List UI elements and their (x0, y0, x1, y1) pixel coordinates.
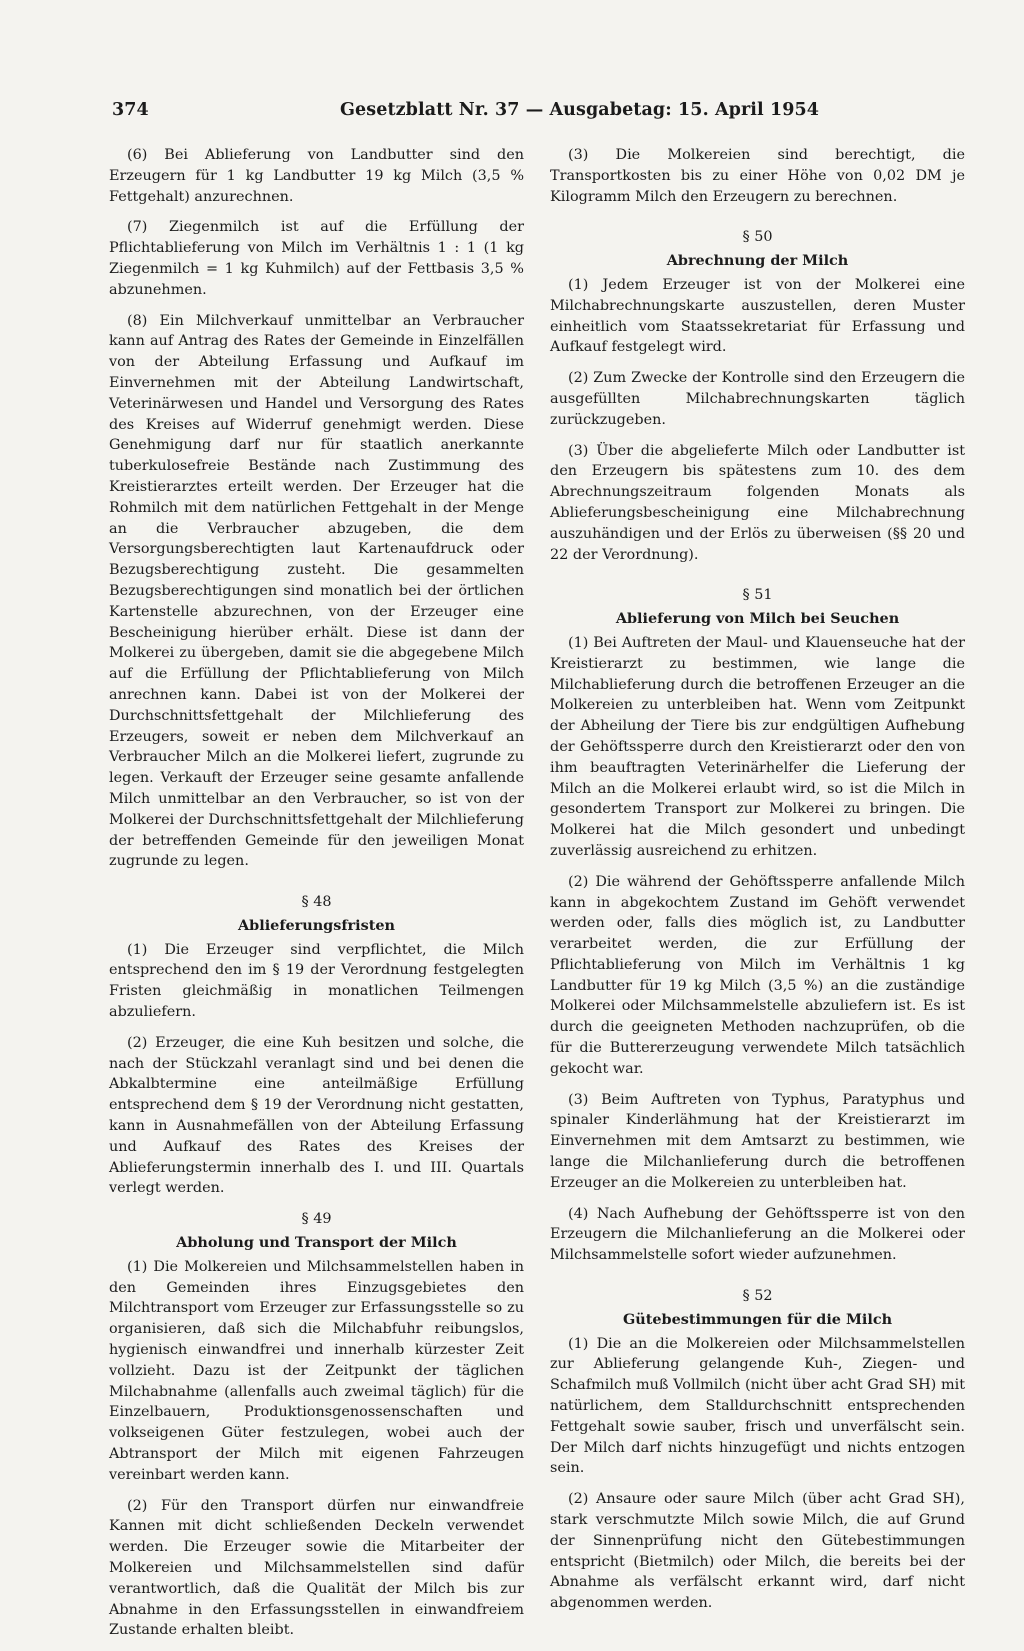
section-title: Abrechnung der Milch (666, 252, 849, 270)
section-number: § 50 (742, 229, 773, 246)
paragraph: (2) Die während der Gehöftssperre anfallende Milch kann in abgekochtem Zustand im Gehöft verwendet werden oder, falls dies möglich ist, zu Landbutter verarbeitet werden, die zur Erfüllung der Pflichtablieferung von Milch im Verhältnis 1 kg Landbutter für 19 kg Milch (3,5 %) an die zuständige Molkerei oder Milchsammelstelle abzuliefern ist. Es ist durch die geeigneten Methoden nachzuprüfen, ob die für die Buttererzeugung verwendete Milch tatsächlich gekocht war. (550, 873, 965, 1077)
paragraph: (2) Zum Zwecke der Kontrolle sind den Erzeugern die ausgefüllten Milchabrechnungskarten täglich zurückzugeben. (550, 370, 965, 428)
section-title: Ablieferungsfristen (238, 916, 395, 934)
section-number: § 48 (301, 894, 332, 911)
section-title: Gütebestimmungen für die Milch (622, 1310, 893, 1328)
page-number: 374 (112, 100, 149, 120)
paragraph: (7) Ziegenmilch ist auf die Erfüllung der Pflichtablieferung von Milch im Verhältnis 1 : 1 (1 kg Ziegenmilch = 1 kg Kuhmilch) auf der Fettbasis 3,5 % abzunehmen. (109, 219, 524, 298)
paragraph: (2) Erzeuger, die eine Kuh besitzen und solche, die nach der Stückzahl veranlagt sind und bei denen die Abkalbtermine eine anteilmäßige Erfüllung entsprechend dem § 19 der Verordnung nicht gestatten, kann in Ausnahmefällen von der Abteilung Erfassung und Aufkauf des Rates des Kreises der Ablieferungstermin innerhalb des I. und III. Quartals verlegt werden. (109, 1034, 524, 1197)
gazette-title: Gesetzblatt Nr. 37 — Ausgabetag: 15. April 1954 (340, 100, 820, 120)
paragraph: (2) Ansaure oder saure Milch (über acht Grad SH), stark verschmutzte Milch sowie Milch, die auf Grund der Sinnenprüfung nicht den Gütebestimmungen entspricht (Bietmilch) oder Milch, die bereits bei der Abnahme als verfälscht erkannt wird, darf nicht abgenommen werden. (550, 1491, 965, 1612)
section-number: § 51 (742, 587, 773, 604)
paragraph: (3) Beim Auftreten von Typhus, Paratyphus und spinaler Kinderlähmung hat der Kreistierarzt im Einvernehmen mit dem Amtsarzt zu bestimmen, wie lange die Milchanlieferung durch die betroffenen Erzeuger an die Molkereien zu unterbleiben hat. (550, 1091, 965, 1191)
paragraph: (8) Ein Milchverkauf unmittelbar an Verbraucher kann auf Antrag des Rates der Gemeinde in Einzelfällen von der Abteilung Erfassung und Aufkauf im Einvernehmen mit der Abteilung Landwirtschaft, Veterinärwesen und Handel und Versorgung des Rates des Kreises auf Widerruf genehmigt werden. Diese Genehmigung darf nur für staatlich anerkannte tuberkulosefreie Bestände nach Zustimmung des Kreistierarztes erteilt werden. Der Erzeuger hat die Rohmilch mit dem natürlichen Fettgehalt in der Menge an die Verbraucher abzugeben, die dem Versorgungsberechtigten laut Kartenaufdruck oder Bezugsberechtigung zusteht. Die gesammelten Bezugsberechtigungen sind monatlich bei der örtlichen Kartenstelle abzurechnen, von der Erzeuger eine Bescheinigung hierüber erhält. Diese ist dann der Molkerei zu übergeben, damit sie die abgegebene Milch auf die Erfüllung der Pflichtablieferung von Milch anrechnen kann. Dabei ist von der Molkerei der Durchschnittsfettgehalt der Milchlieferung des Erzeugers, soweit er neben dem Milchverkauf an Verbraucher Milch an die Molkerei liefert, zugrunde zu legen. Verkauft der Erzeuger seine gesamte anfallende Milch unmittelbar an den Verbraucher, so ist von der Molkerei der Durchschnittsfettgehalt der Milchlieferung der betreffenden Gemeinde für den jeweiligen Monat zugrunde zu legen. (109, 312, 524, 870)
paragraph: (1) Jedem Erzeuger ist von der Molkerei eine Milchabrechnungskarte auszustellen, deren Muster einheitlich vom Staatssekretariat für Erfassung und Aufkauf festgelegt wird. (550, 276, 965, 356)
paragraph: (1) Die Erzeuger sind verpflichtet, die Milch entsprechend den im § 19 der Verordnung festgelegten Fristen gleichmäßig in monatlichen Teilmengen abzuliefern. (109, 941, 524, 1021)
paragraph: (4) Nach Aufhebung der Gehöftssperre ist von den Erzeugern die Milchanlieferung an die Molkerei oder Milchsammelstelle sofort wieder aufzunehmen. (550, 1205, 965, 1264)
right-column (550, 145, 965, 1624)
paragraph: (1) Die Molkereien und Milchsammelstellen haben in den Gemeinden ihres Einzugsgebietes den Milchtransport vom Erzeuger zur Erfassungsstelle so zu organisieren, daß sich die Milchabfuhr reibungslos, hygienisch einwandfrei und innerhalb kürzester Zeit vollzieht. Dazu ist der Zeitpunkt der täglichen Milchabnahme (allenfalls auch zweimal täglich) für die Einzelbauern, Produktionsgenossenschaften und volkseigenen Güter festzulegen, wobei auch der Abtransport der Milch mit eigenen Fahrzeugen vereinbart werden kann. (109, 1258, 524, 1483)
section-title: Ablieferung von Milch bei Seuchen (615, 610, 900, 628)
paragraph: (3) Die Molkereien sind berechtigt, die Transportkosten bis zu einer Höhe von 0,02 DM je Kilogramm Milch den Erzeugern zu berechnen. (550, 147, 965, 205)
paragraph: (1) Bei Auftreten der Maul- und Klauenseuche hat der Kreistierarzt zu bestimmen, wie lange die Milchablieferung durch die betroffenen Erzeuger an die Molkereien zu unterbleiben hat. Wenn vom Zeitpunkt der Abheilung der Tiere bis zur endgültigen Aufhebung der Gehöftssperre durch den Kreistierarzt oder den von ihm beauftragten Veterinärhelfer die Lieferung der Milch an die Molkerei erlaubt wird, so ist die Milch in gesondertem Transport zur Molkerei zu bringen. Die Molkerei hat die Milch gesondert und unbedingt zuverlässig ausreichend zu erhitzen. (550, 634, 965, 859)
section-number: § 52 (742, 1288, 773, 1305)
paragraph: (3) Über die abgelieferte Milch oder Landbutter ist den Erzeugern bis spätestens zum 10. des dem Abrechnungszeitraum folgenden Monats als Ablieferungsbescheinigung eine Milchabrechnung auszuhändigen und der Erlös zu überweisen (§§ 20 und 22 der Verordnung). (550, 442, 965, 563)
paragraph: (6) Bei Ablieferung von Landbutter sind den Erzeugern für 1 kg Landbutter 19 kg Milch (3,5 %⁠ Fettgehalt) anzurechnen. (109, 147, 524, 205)
paragraph: (2) Für den Transport dürfen nur einwandfreie Kannen mit dicht schließenden Deckeln verwendet werden. Die Erzeuger sowie die Mitarbeiter der Molkereien und Milchsammelstellen sind dafür verantwortlich, daß die Qualität der Milch bis zur Abnahme in den Erfassungsstellen in einwandfreiem Zustande erhalten bleibt. (109, 1497, 524, 1639)
paragraph: (1) Die an die Molkereien oder Milchsammelstellen zur Ablieferung gelangende Kuh-, Ziegen- und Schafmilch muß Vollmilch (nicht über acht Grad SH) mit natürlichem, dem Stalldurchschnitt entsprechenden Fettgehalt sowie sauber, frisch und unverfälscht sein. Der Milch darf nichts hinzugefügt und nichts entzogen sein. (550, 1335, 965, 1477)
section-number: § 49 (301, 1211, 332, 1228)
section-title: Abholung und Transport der Milch (176, 1234, 457, 1252)
left-column (109, 145, 524, 1651)
